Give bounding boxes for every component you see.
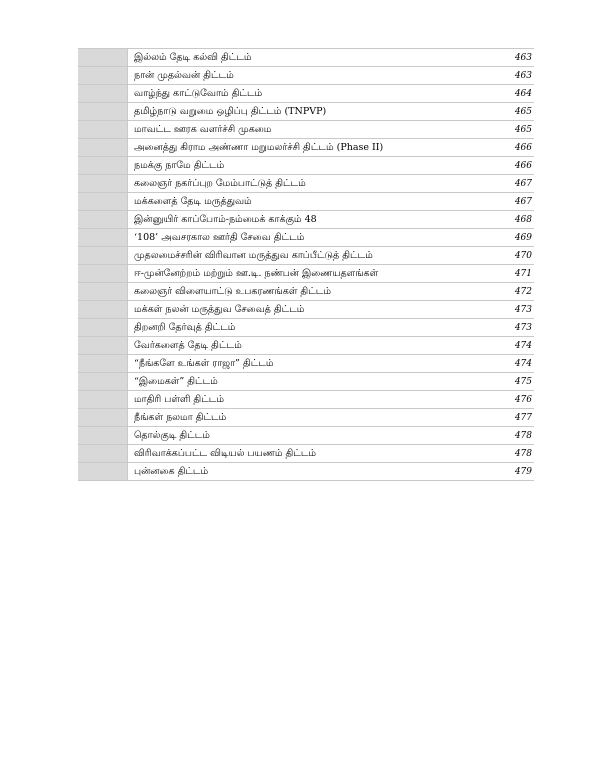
toc-row-marker-cell	[78, 67, 128, 85]
toc-row	[78, 445, 534, 463]
toc-entry-page-number: 470	[492, 247, 534, 265]
toc-row	[78, 409, 534, 427]
toc-entry-title: கலைஞர் விளையாட்டு உபகரணங்கள் திட்டம்	[128, 283, 493, 301]
toc-row-marker-cell	[78, 409, 128, 427]
toc-entry-title: மக்கள் நலன் மருத்துவ சேவைத் திட்டம்	[128, 301, 493, 319]
toc-row-marker-cell	[78, 49, 128, 67]
toc-entry-page-number: 466	[492, 139, 534, 157]
toc-row-marker-cell	[78, 247, 128, 265]
toc-body	[78, 49, 534, 481]
toc-row	[78, 319, 534, 337]
toc-row	[78, 301, 534, 319]
toc-entry-title: நீங்கள் நலமா திட்டம்	[128, 409, 493, 427]
toc-entry-title: இல்லம் தேடி கல்வி திட்டம்	[128, 49, 493, 67]
toc-entry-title: “நீங்களே உங்கள் ராஜா” திட்டம்	[128, 355, 493, 373]
toc-entry-page-number: 463	[492, 49, 534, 67]
toc-entry-title: வாழ்ந்து காட்டுவோம் திட்டம்	[128, 85, 493, 103]
toc-row	[78, 139, 534, 157]
toc-entry-page-number: 465	[492, 103, 534, 121]
toc-entry-title: நான் முதல்வன் திட்டம்	[128, 67, 493, 85]
toc-row	[78, 211, 534, 229]
toc-row	[78, 283, 534, 301]
toc-row	[78, 175, 534, 193]
toc-row	[78, 229, 534, 247]
toc-entry-title: முதலமைச்சரின் விரிவான மருத்துவ காப்பீட்டுத் திட்டம்	[128, 247, 493, 265]
toc-row	[78, 103, 534, 121]
toc-row-marker-cell	[78, 175, 128, 193]
toc-row-marker-cell	[78, 157, 128, 175]
toc-entry-title: தமிழ்நாடு வறுமை ஒழிப்பு திட்டம் (TNPVP)	[128, 103, 493, 121]
toc-row	[78, 85, 534, 103]
toc-row-marker-cell	[78, 355, 128, 373]
toc-entry-title: மக்களைத் தேடி மருத்துவம்	[128, 193, 493, 211]
toc-row-marker-cell	[78, 463, 128, 481]
toc-entry-title: தொல்குடி திட்டம்	[128, 427, 493, 445]
toc-entry-page-number: 471	[492, 265, 534, 283]
toc-row	[78, 337, 534, 355]
toc-entry-page-number: 464	[492, 85, 534, 103]
toc-row	[78, 355, 534, 373]
toc-row	[78, 247, 534, 265]
toc-row-marker-cell	[78, 121, 128, 139]
toc-row-marker-cell	[78, 445, 128, 463]
toc-entry-page-number: 477	[492, 409, 534, 427]
toc-entry-page-number: 463	[492, 67, 534, 85]
toc-entry-page-number: 476	[492, 391, 534, 409]
toc-entry-page-number: 473	[492, 319, 534, 337]
toc-entry-title: மாதிரி பள்ளி திட்டம்	[128, 391, 493, 409]
toc-row	[78, 49, 534, 67]
toc-row-marker-cell	[78, 373, 128, 391]
toc-row-marker-cell	[78, 211, 128, 229]
toc-row	[78, 391, 534, 409]
toc-entry-page-number: 469	[492, 229, 534, 247]
table-of-contents	[78, 48, 534, 481]
toc-entry-title: புன்னகை திட்டம்	[128, 463, 493, 481]
toc-row	[78, 157, 534, 175]
toc-row-marker-cell	[78, 193, 128, 211]
toc-entry-page-number: 474	[492, 337, 534, 355]
toc-entry-page-number: 475	[492, 373, 534, 391]
toc-row	[78, 121, 534, 139]
toc-entry-page-number: 467	[492, 193, 534, 211]
toc-entry-page-number: 466	[492, 157, 534, 175]
toc-entry-title: கலைஞர் நகர்ப்புற மேம்பாட்டுத் திட்டம்	[128, 175, 493, 193]
toc-entry-page-number: 478	[492, 445, 534, 463]
toc-row-marker-cell	[78, 85, 128, 103]
toc-row	[78, 193, 534, 211]
toc-entry-title: வேர்களைத் தேடி திட்டம்	[128, 337, 493, 355]
toc-row-marker-cell	[78, 103, 128, 121]
toc-entry-page-number: 472	[492, 283, 534, 301]
toc-row-marker-cell	[78, 229, 128, 247]
toc-row	[78, 265, 534, 283]
toc-entry-title: “இமைகள்” திட்டம்	[128, 373, 493, 391]
toc-entry-title: மாவட்ட ஊரக வளர்ச்சி முகமை	[128, 121, 493, 139]
toc-row-marker-cell	[78, 337, 128, 355]
toc-row-marker-cell	[78, 391, 128, 409]
toc-row-marker-cell	[78, 301, 128, 319]
toc-row	[78, 427, 534, 445]
toc-entry-page-number: 473	[492, 301, 534, 319]
toc-entry-page-number: 465	[492, 121, 534, 139]
toc-entry-page-number: 467	[492, 175, 534, 193]
toc-entry-title: அனைத்து கிராம அண்ணா மறுமலர்ச்சி திட்டம் (Phase II)	[128, 139, 493, 157]
toc-entry-page-number: 478	[492, 427, 534, 445]
toc-row	[78, 373, 534, 391]
toc-entry-page-number: 479	[492, 463, 534, 481]
toc-entry-title: விரிவாக்கப்பட்ட விடியல் பயணம் திட்டம்	[128, 445, 493, 463]
toc-entry-page-number: 474	[492, 355, 534, 373]
toc-entry-title: திறனறி தேர்வுத் திட்டம்	[128, 319, 493, 337]
toc-row-marker-cell	[78, 265, 128, 283]
toc-entry-page-number: 468	[492, 211, 534, 229]
toc-entry-title: இன்னுயிர் காப்போம்-நம்மைக் காக்கும் 48	[128, 211, 493, 229]
toc-entry-title: ‘108’ அவசரகால ஊர்தி சேவை திட்டம்	[128, 229, 493, 247]
toc-row-marker-cell	[78, 427, 128, 445]
toc-entry-title: ஈ-முன்னேற்றம் மற்றும் ஊ.டி. நண்பன் இணையதளங்கள்	[128, 265, 493, 283]
toc-row	[78, 463, 534, 481]
toc-row-marker-cell	[78, 319, 128, 337]
toc-row	[78, 67, 534, 85]
toc-entry-title: நமக்கு நாமே திட்டம்	[128, 157, 493, 175]
toc-row-marker-cell	[78, 139, 128, 157]
toc-row-marker-cell	[78, 283, 128, 301]
